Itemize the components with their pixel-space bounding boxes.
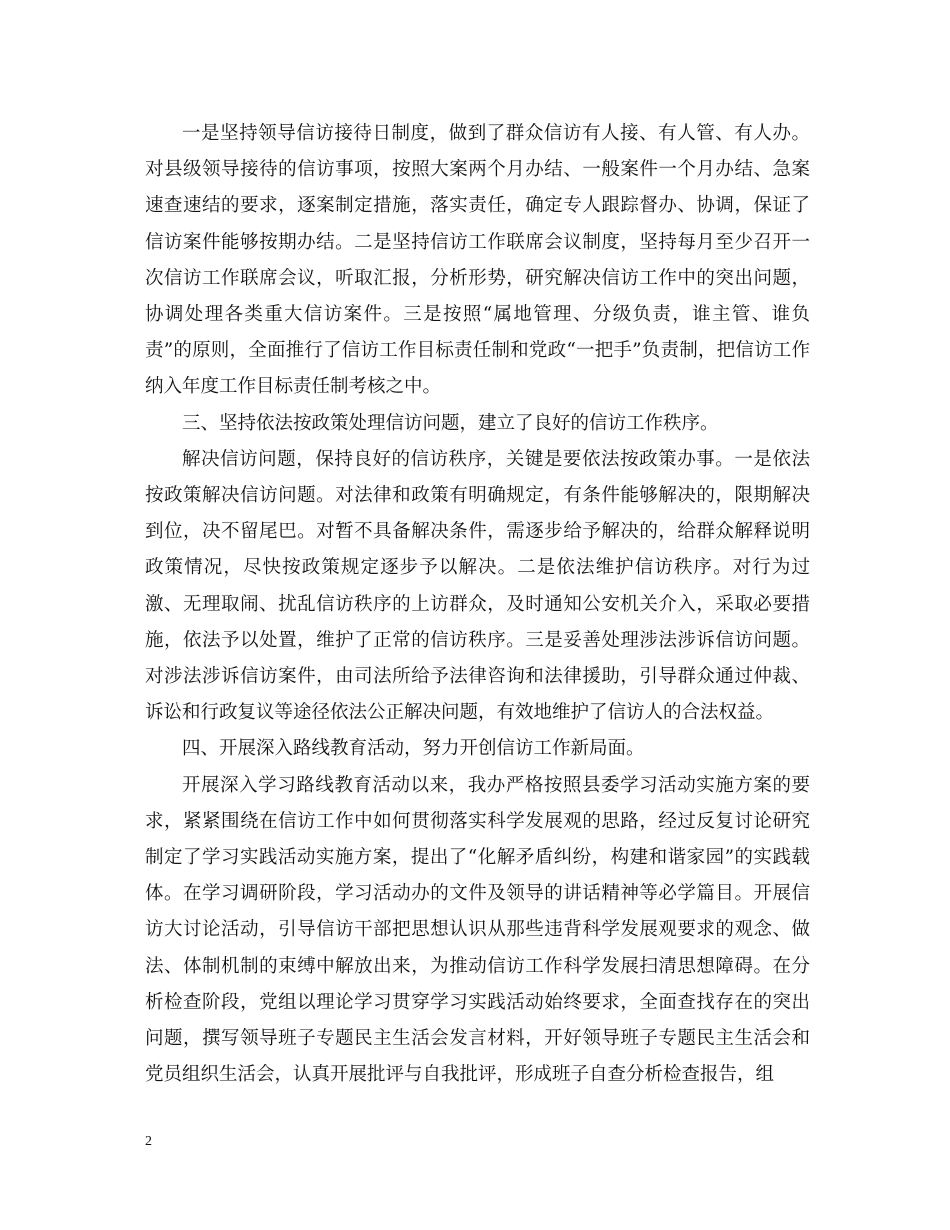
paragraph-5: 开展深入学习路线教育活动以来，我办严格按照县委学习活动实施方案的要求，紧紧围绕在信访工作中如何贯彻落实科学发展观的思路，经过反复讨论研究制定了学习实践活动实施方案，提出了“化解矛盾纠纷，构建和谐家园”的实践载体。在学习调研阶段，学习活动办的文件及领导的讲话精神等必学篇目。开展信访大讨论活动，引导信访干部把思想认识从那些违背科学发展观要求的观念、做法、体制机制的束缚中解放出来，为推动信访工作科学发展扫清思想障碍。在分析检查阶段，党组以理论学习贯穿学习实践活动始终要求，全面查找存在的突出问题，撰写领导班子专题民主生活会发言材料，开好领导班子专题民主生活会和党员组织生活会，认真开展批评与自我批评，形成班子自查分析检查报告，组 xyxy=(145,774,810,1086)
paragraph-4-heading: 四、开展深入路线教育活动，努力开创信访工作新局面。 xyxy=(182,738,645,760)
page-number: 2 xyxy=(145,1134,152,1149)
paragraph-2-heading: 三、坚持依法按政策处理信访问题，建立了良好的信访工作秩序。 xyxy=(182,412,719,434)
paragraph-3: 解决信访问题，保持良好的信访秩序，关键是要依法按政策办事。一是依法按政策解决信访问题。对法律和政策有明确规定，有条件能够解决的，限期解决到位，决不留尾巴。对暂不具备解决条件，需逐步给予解决的，给群众解释说明政策情况，尽快按政策规定逐步予以解决。二是依法维护信访秩序。对行为过激、无理取闹、扰乱信访秩序的上访群众，及时通知公安机关介入，采取必要措施，依法予以处置，维护了正常的信访秩序。三是妥善处理涉法涉诉信访问题。对涉法涉诉信访案件，由司法所给予法律咨询和法律援助，引导群众通过仲裁、诉讼和行政复议等途径依法公正解决问题，有效地维护了信访人的合法权益。 xyxy=(145,448,810,724)
document-body xyxy=(145,116,810,1093)
paragraph-1: 一是坚持领导信访接待日制度，做到了群众信访有人接、有人管、有人办。对县级领导接待的信访事项，按照大案两个月办结、一般案件一个月办结、急案速查速结的要求，逐案制定措施，落实责任，确定专人跟踪督办、协调，保证了信访案件能够按期办结。二是坚持信访工作联席会议制度，坚持每月至少召开一次信访工作联席会议，听取汇报，分析形势，研究解决信访工作中的突出问题，协调处理各类重大信访案件。三是按照“属地管理、分级负责，谁主管、谁负责”的原则，全面推行了信访工作目标责任制和党政“一把手”负责制，把信访工作纳入年度工作目标责任制考核之中。 xyxy=(145,123,810,398)
